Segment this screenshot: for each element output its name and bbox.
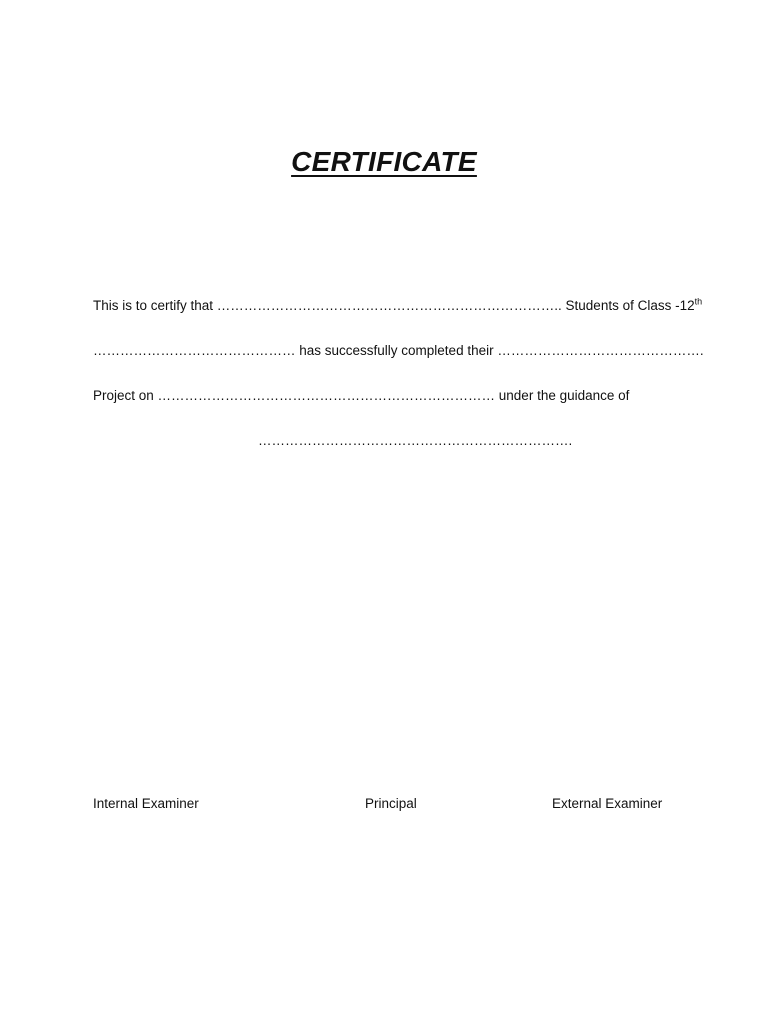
completion-line: ……………………………………… has successfully completed their ………………………………………. bbox=[93, 343, 704, 358]
principal-label: Principal bbox=[365, 796, 417, 811]
project-line: Project on ………………………………………………………………… under the guidance of bbox=[93, 388, 630, 403]
certify-line-text: This is to certify that ………………………………………………………………….. Students of Class -12 bbox=[93, 298, 695, 313]
external-examiner-label: External Examiner bbox=[552, 796, 663, 811]
certificate-title: CERTIFICATE bbox=[291, 146, 477, 177]
class-superscript: th bbox=[694, 296, 703, 307]
internal-examiner-label: Internal Examiner bbox=[93, 796, 199, 811]
guide-line: ……………………………………………………………. bbox=[258, 433, 573, 448]
certify-line bbox=[93, 297, 702, 315]
